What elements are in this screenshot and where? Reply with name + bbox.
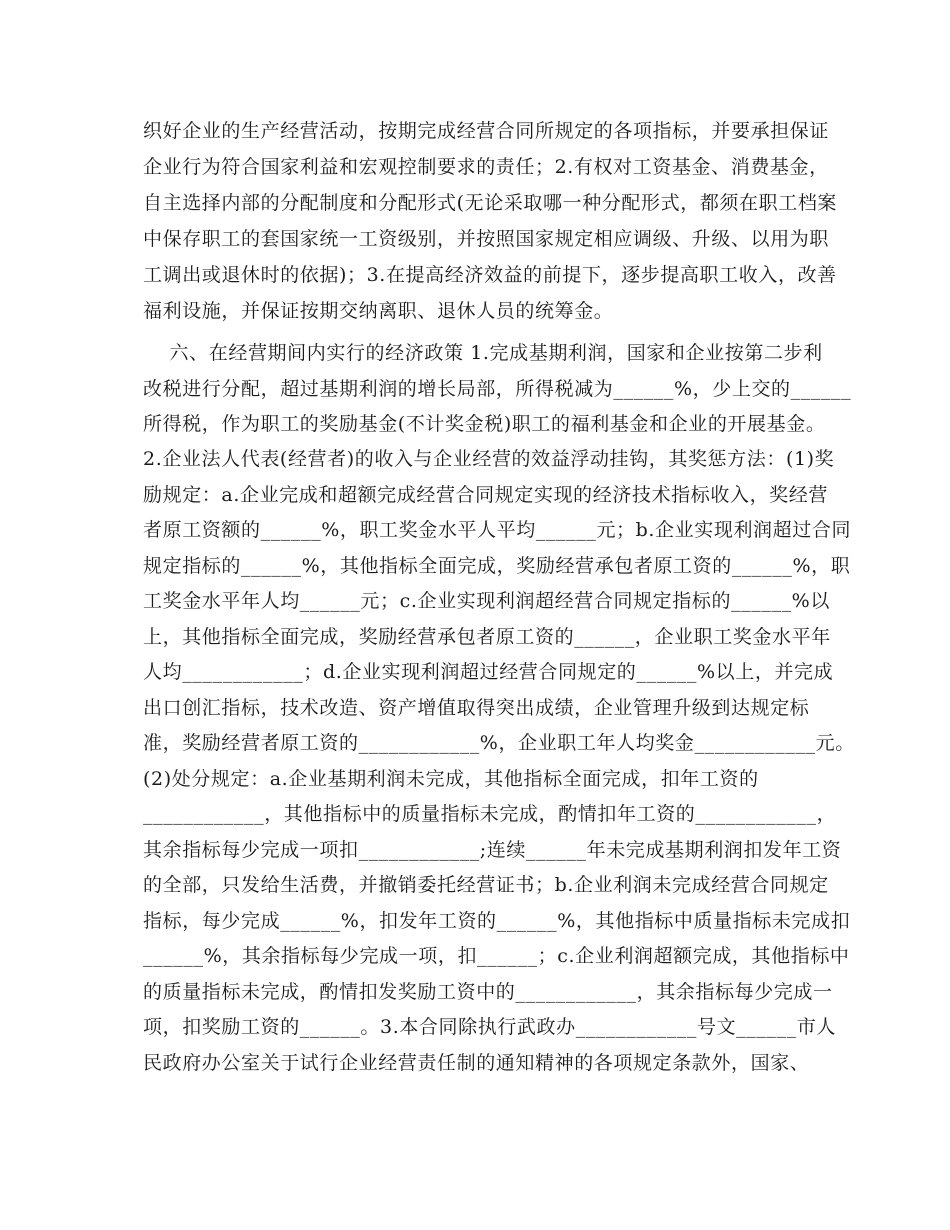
text-line: 织好企业的生产经营活动，按期完成经营合同所规定的各项指标，并要承担保证: [143, 120, 830, 142]
text-line: 准，奖励经营者原工资的____________%，企业职工年人均奖金____________元。: [143, 732, 855, 754]
text-line: 其余指标每少完成一项扣____________;连续______年未完成基期利润扣发年工资: [143, 839, 842, 861]
text-line: 人均____________；d.企业实现利润超过经营合同规定的______%以上，并完成: [143, 661, 834, 683]
text-line: 上，其他指标全面完成，奖励经营承包者原工资的______，企业职工奖金水平年: [143, 626, 831, 648]
text-line: 励规定：a.企业完成和超额完成经营合同规定实现的经济技术指标收入，奖经营: [143, 484, 828, 506]
text-line: ____________，其他指标中的质量指标未完成，酌情扣年工资的____________，: [143, 803, 837, 825]
text-line: (2)处分规定：a.企业基期利润未完成，其他指标全面完成，扣年工资的: [143, 768, 759, 790]
text-line: 改税进行分配，超过基期利润的增长局部，所得税减为______%，少上交的______: [143, 378, 852, 400]
text-line: 六、在经营期间内实行的经济政策 1.完成基期利润，国家和企业按第二步利: [143, 342, 823, 364]
text-line: 的质量指标未完成，酌情扣发奖励工资中的____________，其余指标每少完成一: [143, 981, 833, 1003]
text-line: 民政府办公室关于试行企业经营责任制的通知精神的各项规定条款外，国家、: [143, 1052, 810, 1074]
text-line: 福利设施，并保证按期交纳离职、退休人员的统筹金。: [143, 300, 614, 322]
text-line: 规定指标的______%，其他指标全面完成，奖励经营承包者原工资的______%，职: [143, 555, 851, 577]
text-line: ______%，其余指标每少完成一项，扣______；c.企业利润超额完成，其他指标中: [143, 945, 850, 967]
text-line: 所得税，作为职工的奖励基金(不计奖金税)职工的福利基金和企业的开展基金。: [143, 413, 826, 435]
text-line: 2.企业法人代表(经营者)的收入与企业经营的效益浮动挂钩，其奖惩方法：(1)奖: [143, 448, 835, 470]
text-line: 者原工资额的______%，职工奖金水平人平均______元；b.企业实现利润超过合同: [143, 519, 852, 541]
text-line: 出口创汇指标，技术改造、资产增值取得突出成绩，企业管理升级到达规定标: [143, 697, 810, 719]
text-line: 工奖金水平年人均______元；c.企业实现利润超经营合同规定指标的______%以: [143, 590, 830, 612]
text-line: 的全部，只发给生活费，并撤销委托经营证书；b.企业利润未完成经营合同规定: [143, 874, 829, 896]
text-line: 企业行为符合国家利益和宏观控制要求的责任；2.有权对工资基金、消费基金，: [143, 156, 829, 178]
text-line: 中保存职工的套国家统一工资级别，并按照国家规定相应调级、升级、以用为职: [143, 228, 830, 250]
text-line: 指标，每少完成______%，扣发年工资的______%，其他指标中质量指标未完成扣: [143, 910, 851, 932]
text-line: 自主选择内部的分配制度和分配形式(无论采取哪一种分配形式，都须在职工档案: [143, 192, 838, 214]
text-line: 工调出或退休时的依据)；3.在提高经济效益的前提下，逐步提高职工收入，改善: [143, 264, 837, 286]
text-line: 项，扣奖励工资的______。3.本合同除执行武政办____________号文______市人: [143, 1016, 836, 1038]
